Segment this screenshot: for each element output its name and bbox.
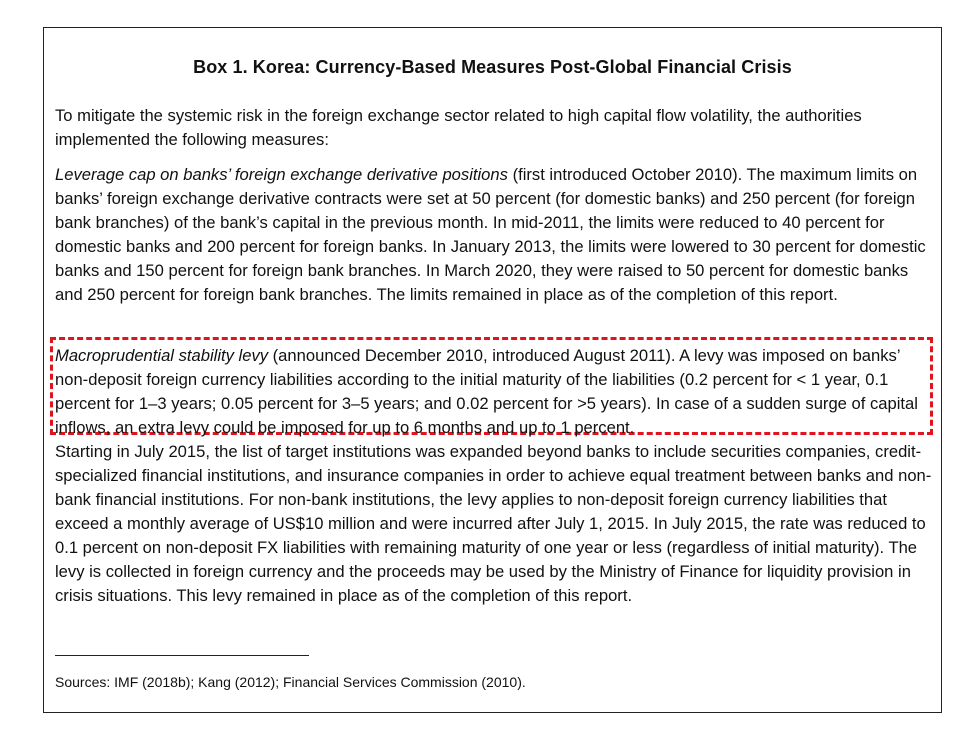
macro-levy-heading: Macroprudential stability levy (55, 346, 269, 365)
sources-note: Sources: IMF (2018b); Kang (2012); Financial Services Commission (2010). (55, 674, 526, 690)
box-title: Box 1. Korea: Currency-Based Measures Post-Global Financial Crisis (193, 57, 792, 77)
macro-levy-text: (announced December 2010, introduced August 2011). A levy was imposed on banks’ non-deposit foreign currency liabilities according to the initial maturity of the liabilities (0.2 percent for < 1 year, 0.1 percent for 1–3 years; 0.05 percent for 3–5 years; and 0.02 percent for >5 years). In case of a sudden surge of capital inflows, an extra levy could be imposed for up to 6 months and up to 1 percent. (55, 346, 918, 437)
footnote-divider (55, 655, 309, 656)
leverage-cap-heading: Leverage cap on banks’ foreign exchange derivative positions (55, 165, 508, 184)
leverage-cap-paragraph (55, 163, 935, 307)
macro-levy-paragraph (55, 344, 935, 440)
expansion-paragraph: Starting in July 2015, the list of target institutions was expanded beyond banks to include securities companies, credit-specialized financial institutions, and insurance companies in order to achieve equal treatment between banks and non-bank financial institutions. For non-bank institutions, the levy applies to non-deposit foreign currency liabilities that exceed a monthly average of US$10 million and were incurred after July 1, 2015. In July 2015, the rate was reduced to 0.1 percent on non-deposit FX liabilities with remaining maturity of one year or less (regardless of initial maturity). The levy is collected in foreign currency and the proceeds may be used by the Ministry of Finance for liquidity provision in crisis situations. This levy remained in place as of the completion of this report. (55, 442, 932, 605)
intro-paragraph: To mitigate the systemic risk in the foreign exchange sector related to high capital flow volatility, the authorities implemented the following measures: (55, 106, 862, 149)
leverage-cap-text: (first introduced October 2010). The maximum limits on banks’ foreign exchange derivative contracts were set at 50 percent (for domestic banks) and 250 percent (for foreign bank branches) of the bank’s capital in the previous month. In mid-2011, the limits were reduced to 40 percent for domestic banks and 200 percent for foreign banks. In January 2013, the limits were lowered to 30 percent for domestic banks and 150 percent for foreign bank branches. In March 2020, they were raised to 50 percent for domestic banks and 250 percent for foreign bank branches. The limits remained in place as of the completion of this report. (55, 165, 926, 304)
box-frame (43, 27, 942, 713)
